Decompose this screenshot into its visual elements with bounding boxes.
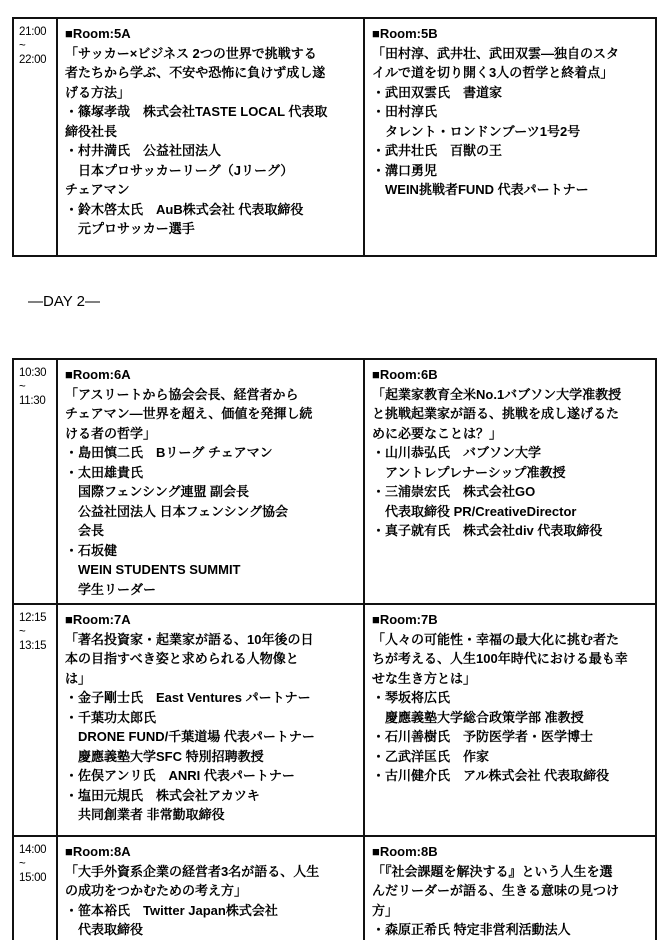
session-text-line: タレント・ロンドンブーツ1号2号 [372,123,581,139]
session-text-line: ちが考える、人生100年時代における最も幸 [372,651,628,666]
time-slot-cell [14,837,58,940]
time-text: 21:00 [19,26,47,38]
session-text-line: ・村井満氏 公益社団法人 [65,143,222,158]
session-text-line: イルで道を切り開く3人の哲学と終着点」 [372,65,614,80]
session-text-line: ・溝口勇児 [372,162,438,178]
session-cell-room-6A [58,360,365,603]
time-text: 10:30 [19,367,47,379]
session-text-line: 「『社会課題を解決する』という人生を選 [372,863,613,879]
time-slot-cell [14,605,58,835]
session-text-line: 「田村淳、武井壮、武田双雲―独自のスタ [372,45,620,61]
room-label: ■Room:6B [372,367,438,382]
room-label: ■Room:8B [372,844,438,859]
session-cell-room-7B [365,605,655,835]
session-text-line: 「人々の可能性・幸福の最大化に挑む者た [372,631,620,647]
session-text-line: 共同創業者 非常勤取締役 [65,807,225,822]
time-text: 13:15 [19,640,47,652]
day2-schedule-table [12,358,657,940]
session-text-line: ・石川善樹氏 予防医学者・医学博士 [372,729,594,744]
time-text: ~ [19,626,26,638]
session-text-line: ・乙武洋匡氏 作家 [372,748,490,764]
session-cell-room-6B [365,360,655,603]
session-text-line: 日本プロサッカーリーグ（Jリーグ） [65,162,294,178]
session-text-line: 「大手外資系企業の経営者3名が語る、人生 [65,863,320,879]
session-text-line: チェアマン―世界を超え、価値を発揮し続 [65,406,313,421]
time-text: 11:30 [19,395,46,407]
schedule-row [14,603,655,835]
session-text-line: 公益社団法人 日本フェンシング協会 [65,503,289,519]
session-text-line: ・真子就有氏 株式会社div 代表取締役 [372,523,603,538]
session-text-line: 代表取締役 [65,922,144,937]
session-text-line: ・金子剛士氏 East Ventures パートナー [65,690,311,705]
time-text: ~ [19,40,26,52]
session-text-line: 学生リーダー [65,581,157,597]
room-label: ■Room:8A [65,844,131,859]
session-text-line: ・篠塚孝哉 株式会社TASTE LOCAL 代表取 [65,104,328,119]
session-text-line: げる方法」 [65,84,131,100]
session-text-line: アントレプレナーシップ准教授 [372,464,566,480]
day2-heading: —DAY 2— [28,293,100,310]
session-text-line: 「起業家教育全米No.1バブソン大学准教授 [372,386,622,402]
session-cell-room-8B [365,837,655,940]
session-cell-room-8A [58,837,365,940]
session-text-line: 「サッカー×ビジネス 2つの世界で挑戦する [65,45,317,61]
session-text-line: ・鈴木啓太氏 AuB株式会社 代表取締役 [65,201,304,217]
session-text-line: DRONE FUND/千葉道場 代表パートナー [65,729,315,744]
session-text-line: ・塩田元規氏 株式会社アカツキ [65,787,260,803]
time-text: ~ [19,381,26,393]
session-text-line: 慶應義塾大学SFC 特別招聘教授 [65,748,264,764]
session-text-line: の成功をつかむための考え方」 [65,883,248,898]
session-text-line: せな生き方とは」 [372,670,477,686]
room-label: ■Room:6A [65,367,131,382]
session-text-line: ・笹本裕氏 Twitter Japan株式会社 [65,902,278,918]
room-label: ■Room:7A [65,612,131,627]
session-text-line: 元プロサッカー選手 [65,221,195,236]
time-text: ~ [19,858,26,870]
session-text-line: 締役社長 [65,123,118,139]
session-text-line: ・三浦崇宏氏 株式会社GO [372,484,536,499]
time-slot-cell [14,19,58,255]
session-text-line: 本の目指すべき姿と求められる人物像と [65,651,299,666]
session-text-line: と挑戦起業家が語る、挑戦を成し遂げるた [372,406,620,421]
session-text-line: んだリーダーが語る、生きる意味の見つけ [372,883,620,898]
session-text-line: 会長 [65,523,105,538]
room-label: ■Room:5B [372,26,438,41]
session-text-line: WEIN STUDENTS SUMMIT [65,562,241,577]
session-text-line: 「アスリートから協会会長、経営者から [65,386,299,402]
session-text-line: 国際フェンシング連盟 副会長 [65,484,250,499]
session-text-line: ・山川恭弘氏 バブソン大学 [372,445,542,460]
time-text: 15:00 [19,872,47,884]
session-text-line: ・武田双雲氏 書道家 [372,84,503,100]
session-text-line: ・太田雄貴氏 [65,464,144,480]
time-text: 14:00 [19,844,47,856]
room-label: ■Room:7B [372,612,438,627]
session-text-line: ・古川健介氏 アル株式会社 代表取締役 [372,768,610,783]
session-text-line: 「著名投資家・起業家が語る、10年後の日 [65,631,314,647]
room-label: ■Room:5A [65,26,131,41]
session-text-line: WEIN挑戦者FUND 代表パートナー [372,182,589,197]
session-text-line: ・森原正希氏 特定非営利活動法人 [372,922,571,937]
session-text-line: 代表取締役 PR/CreativeDirector [372,503,577,519]
session-text-line: ける者の哲学」 [65,425,157,441]
session-text-line: ・千葉功太郎氏 [65,709,157,725]
session-text-line: ・佐俣アンリ氏 ANRI 代表パートナー [65,768,295,783]
session-text-line: 慶應義塾大学総合政策学部 准教授 [372,709,584,725]
session-text-line: チェアマン [65,182,130,197]
session-text-line: ・武井壮氏 百獣の王 [372,143,503,158]
session-text-line: 方」 [372,902,399,918]
day1-schedule-table [12,17,657,257]
session-text-line: 者たちから学ぶ、不安や恐怖に負けず成し遂 [65,65,326,80]
time-text: 22:00 [19,54,47,66]
schedule-row [14,835,655,940]
schedule-row [14,19,655,255]
session-cell-room-5B [365,19,655,255]
schedule-row [14,360,655,603]
session-text-line: ・田村淳氏 [372,104,438,119]
time-slot-cell [14,360,58,603]
session-text-line: めに必要なことは？」 [372,425,503,441]
session-text-line: は」 [65,670,92,686]
session-text-line: ・島田慎二氏 Bリーグ チェアマン [65,445,273,460]
time-text: 12:15 [19,612,47,624]
session-text-line: ・石坂健 [65,542,118,558]
session-text-line: ・琴坂将広氏 [372,690,451,705]
session-cell-room-7A [58,605,365,835]
session-cell-room-5A [58,19,365,255]
